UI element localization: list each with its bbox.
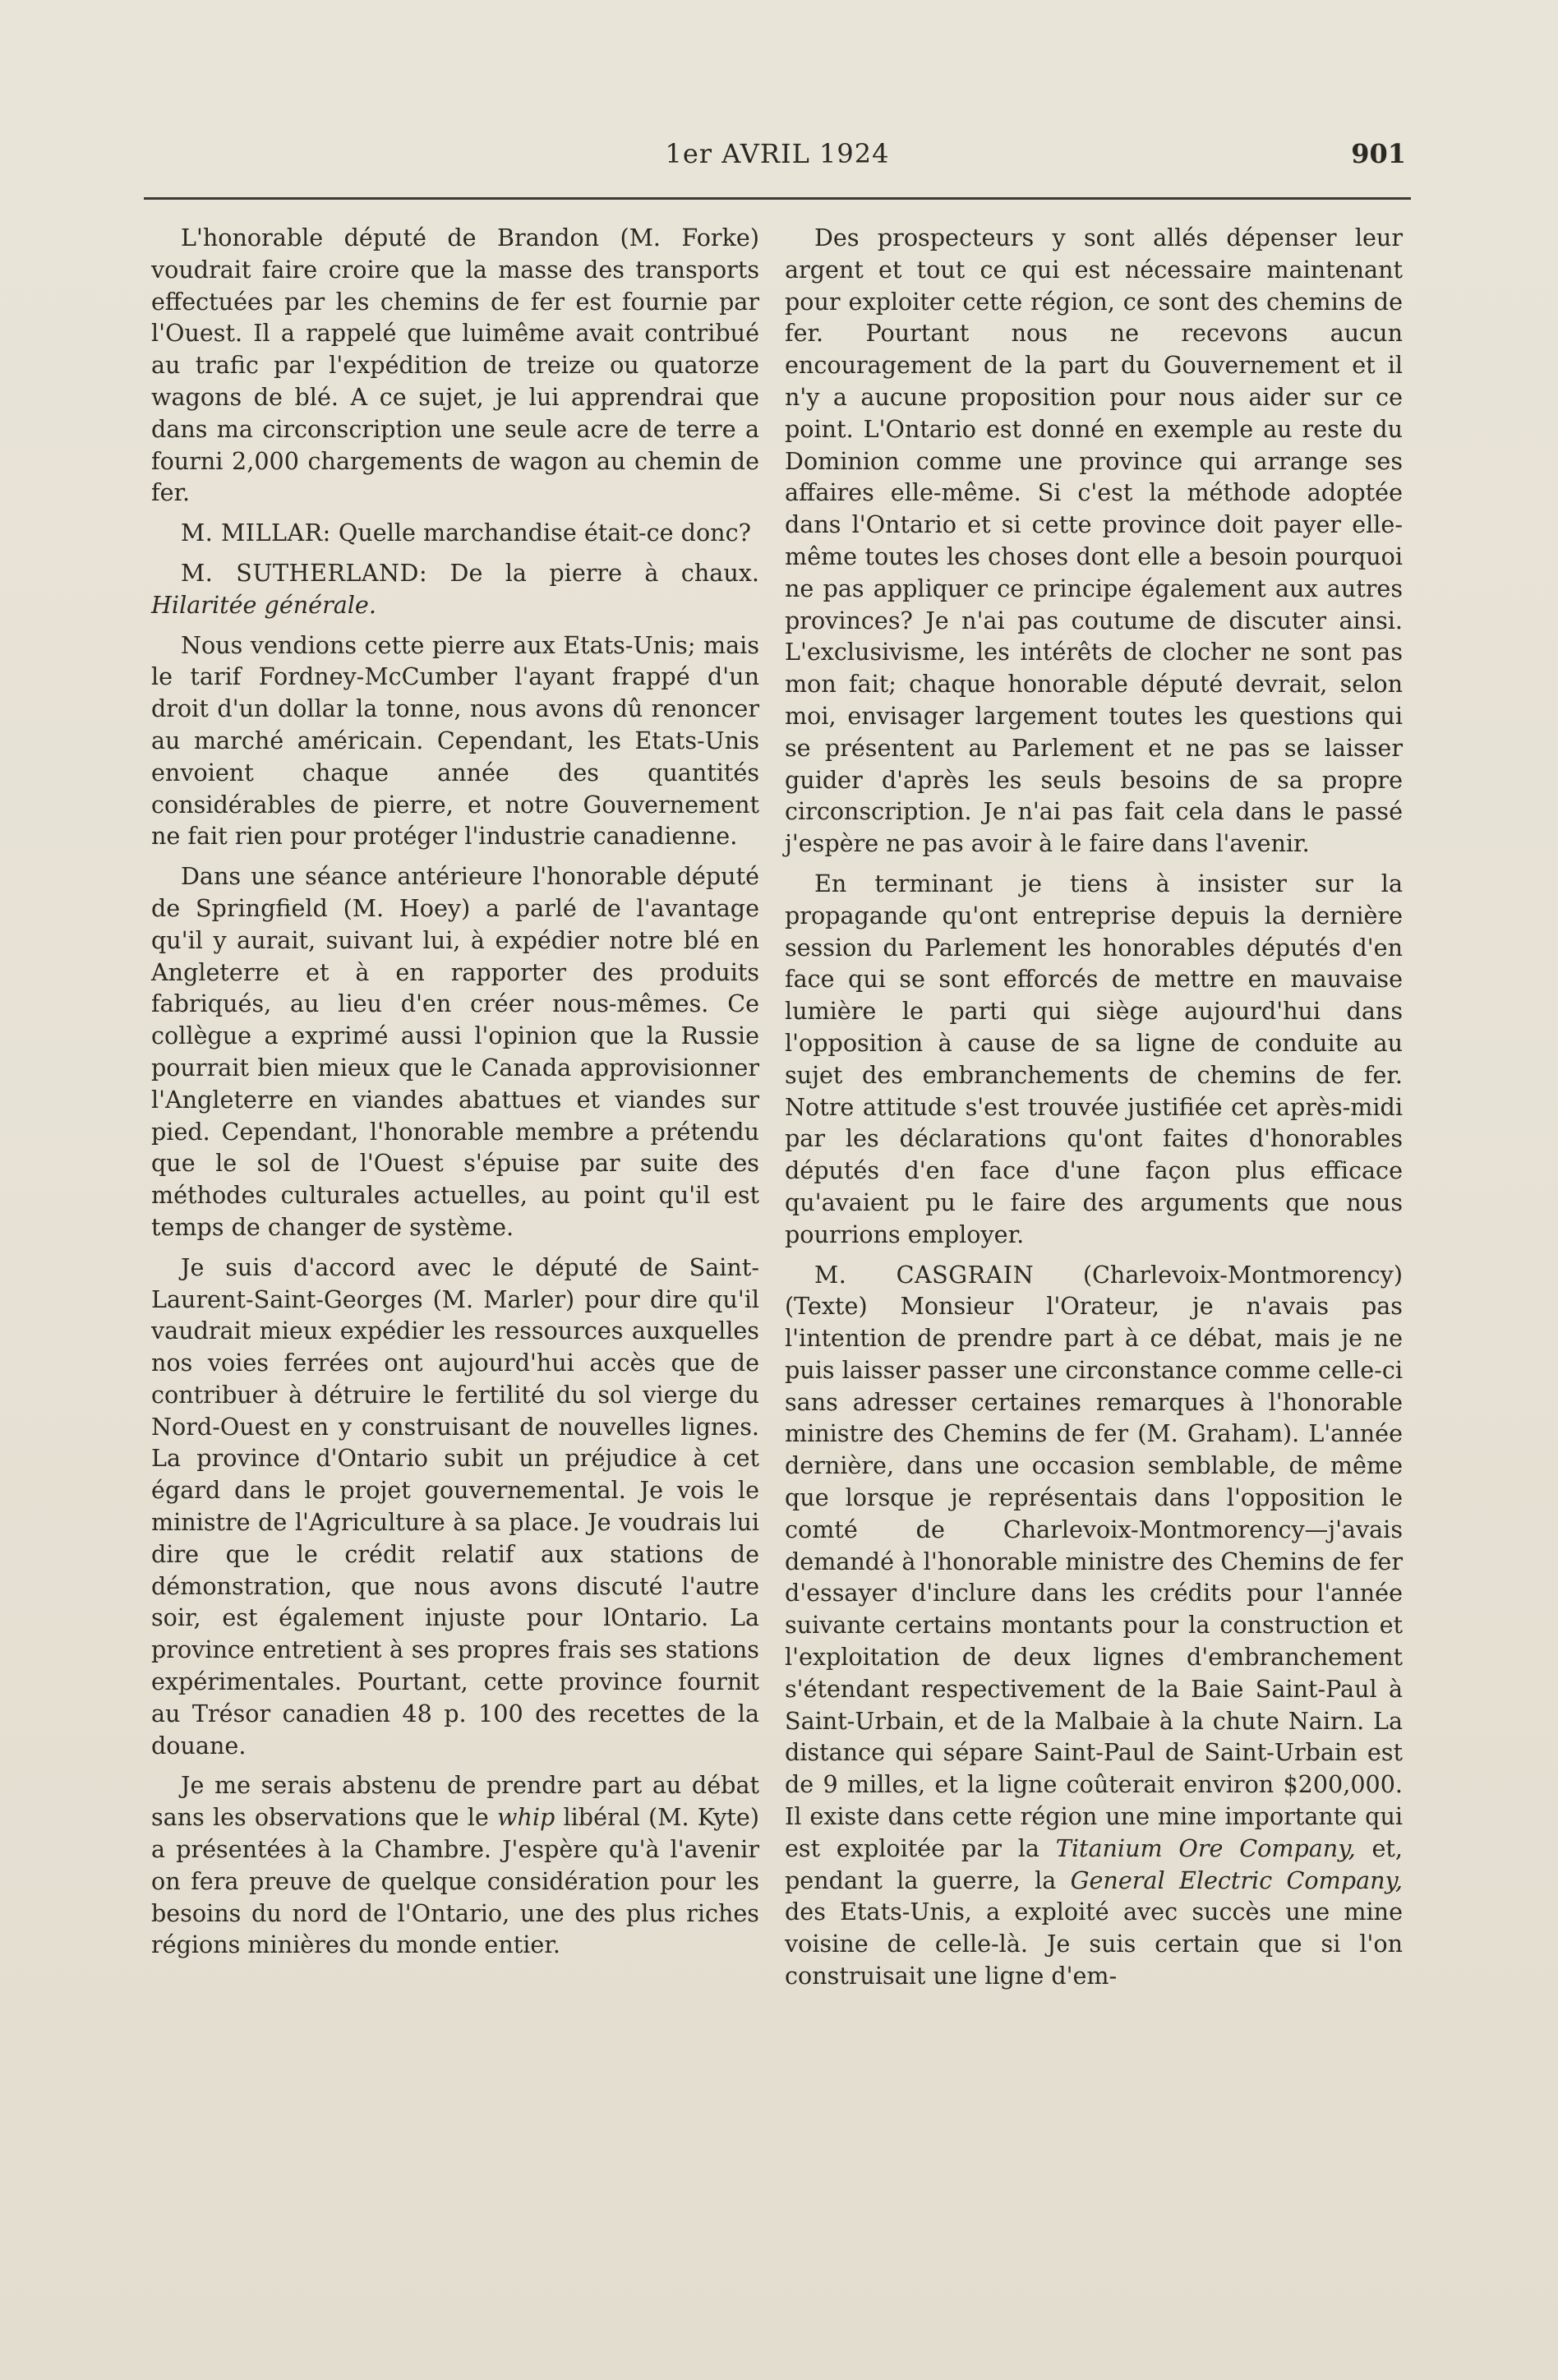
paragraph: Je suis d'accord avec le député de Saint-Laurent-Saint-Georges (M. Marler) pour dire qu'il vaudrait mieux expédier les ressources auxquelles nos voies ferrées ont aujourd'hui accès que de contribuer à détruire le fertilité du sol vierge du Nord-Ouest en y construisant de nouvelles lignes. La province d'Ontario subit un préjudice à cet égard dans le projet gouvernemental. Je vois le ministre de l'Agriculture à sa place. Je voudrais lui dire que le crédit relatif aux stations de démonstration, que nous avons discuté l'autre soir, est également injuste pour lOntario. La province entretient à ses propres frais ses stations expérimentales. Pourtant, cette province fournit au Trésor canadien 48 p. 100 des recettes de la douane.: [151, 1252, 759, 1760]
speaker-name: M. SUTHERLAND:: [181, 558, 428, 587]
speaker-name: M. MILLAR:: [181, 519, 331, 547]
paragraph: Dans une séance antérieure l'honorable député de Springfield (M. Hoey) a parlé de l'avantage qu'il y aurait, suivant lui, à expédier notre blé en Angleterre et à en rapporter des produits fabriqués, au lieu d'en créer nous-mêmes. Ce collègue a exprimé aussi l'opinion que la Russie pourrait bien mieux que le Canada approvisionner l'Angleterre en viandes abattues et viandes sur pied. Cependant, l'honorable membre a prétendu que le sol de l'Ouest s'épuise par suite des méthodes culturales actuelles, au point qu'il est temps de changer de système.: [151, 862, 759, 1241]
speaker-name: M. CASGRAIN: [814, 1260, 1035, 1289]
page-header: [144, 138, 1411, 179]
speech-text: Quelle marchandise était-ce donc?: [338, 519, 751, 547]
left-column: [151, 222, 759, 1969]
italic-term: General Electric Company,: [1070, 1866, 1403, 1894]
text-run: des Etats-Unis, a exploité avec succès une mine voisine de celle-là. Je suis certain que si l'on construisait une ligne d'em-: [785, 1898, 1403, 1990]
italic-term: whip: [497, 1803, 555, 1832]
italic-term: Titanium Ore Company,: [1055, 1833, 1356, 1862]
text-run: et, pendant la guerre, la: [785, 1833, 1403, 1894]
text-run: libéral (M. Kyte) a présentées à la Chambre. J'espère qu'à l'avenir on fera preuve de quelque considération pour les besoins du nord de l'Ontario, une des plus riches régions minières du monde entier.: [151, 1803, 759, 1959]
paragraph: [151, 1769, 759, 1961]
page-number: 901: [1351, 138, 1406, 169]
paragraph: [151, 517, 759, 549]
stage-note: Hilaritée générale.: [151, 590, 376, 619]
paragraph: Des prospecteurs y sont allés dépenser leur argent et tout ce qui est nécessaire maintenant pour exploiter cette région, ce sont des chemins de fer. Pourtant nous ne recevons aucun encouragement de la part du Gouvernement et il n'y a aucune proposition pour nous aider sur ce point. L'Ontario est donné en exemple au reste du Dominion comme une province qui arrange ses affaires elle-même. Si c'est la méthode adoptée dans l'Ontario et si cette province doit payer elle-même toutes les choses dont elle a besoin pourquoi ne pas appliquer ce principe également aux autres provinces? Je n'ai pas coutume de discuter ainsi. L'exclusivisme, les intérêts de clocher ne sont pas mon fait; chaque honorable député devrait, selon moi, envisager largement toutes les questions qui se présentent au Parlement et ne pas se laisser guider d'après les seuls besoins de sa propre circonscription. Je n'ai pas fait cela dans le passé j'espère ne pas avoir à le faire dans l'avenir.: [785, 224, 1403, 858]
paragraph: [785, 1259, 1403, 1992]
text-run: Je me serais abstenu de prendre part au débat sans les observations que le: [151, 1771, 759, 1832]
paragraph: [151, 557, 759, 621]
paragraph: Nous vendions cette pierre aux Etats-Unis; mais le tarif Fordney-McCumber l'ayant frappé d'un droit d'un dollar la tonne, nous avons dû renoncer au marché américain. Cependant, les Etats-Unis envoient chaque année des quantités considérables de pierre, et notre Gouvernement ne fait rien pour protéger l'industrie canadienne.: [151, 630, 759, 851]
paragraph: L'honorable député de Brandon (M. Forke) voudrait faire croire que la masse des transports effectuées par les chemins de fer est fournie par l'Ouest. Il a rappelé que luimême avait contribué au trafic par l'expédition de treize ou quatorze wagons de blé. A ce sujet, je lui apprendrai que dans ma circonscription une seule acre de terre a fourni 2,000 chargements de wagon au chemin de fer.: [151, 224, 759, 507]
text-run: (Charlevoix-Montmorency) (Texte) Monsieur l'Orateur, je n'avais pas l'intention de prendre part à ce débat, mais je ne puis laisser passer une circonstance comme celle-ci sans adresser certaines remarques à l'honorable ministre des Chemins de fer (M. Graham). L'année dernière, dans une occasion semblable, de même que lorsque je représentais dans l'opposition le comté de Charlevoix-Montmorency—j'avais demandé à l'honorable ministre des Chemins de fer d'essayer d'inclure dans les crédits pour l'année suivante certains montants pour la construction et l'exploitation de deux lignes d'embranchement s'étendant respectivement de la Baie Saint-Paul à Saint-Urbain, et de la Malbaie à la chute Nairn. La distance qui sépare Saint-Paul de Saint-Urbain est de 9 milles, et la ligne coûterait environ $200,000. Il existe dans cette région une mine importante qui est exploitée par la: [785, 1260, 1403, 1862]
header-rule: [144, 197, 1411, 200]
speech-text: De la pierre à chaux.: [449, 558, 759, 587]
header-date: 1er AVRIL 1924: [665, 138, 890, 169]
right-column: [785, 222, 1403, 2000]
paragraph: En terminant je tiens à insister sur la propagande qu'ont entreprise depuis la dernière session du Parlement les honorables députés d'en face qui se sont efforcés de mettre en mauvaise lumière le parti qui siège aujourd'hui dans l'opposition à cause de sa ligne de conduite au sujet des embranchements de chemins de fer. Notre attitude s'est trouvée justifiée cet après-midi par les déclarations qu'ont faites d'honorables députés d'en face d'une façon plus efficace qu'avaient pu le faire des arguments que nous pourrions employer.: [785, 869, 1403, 1248]
